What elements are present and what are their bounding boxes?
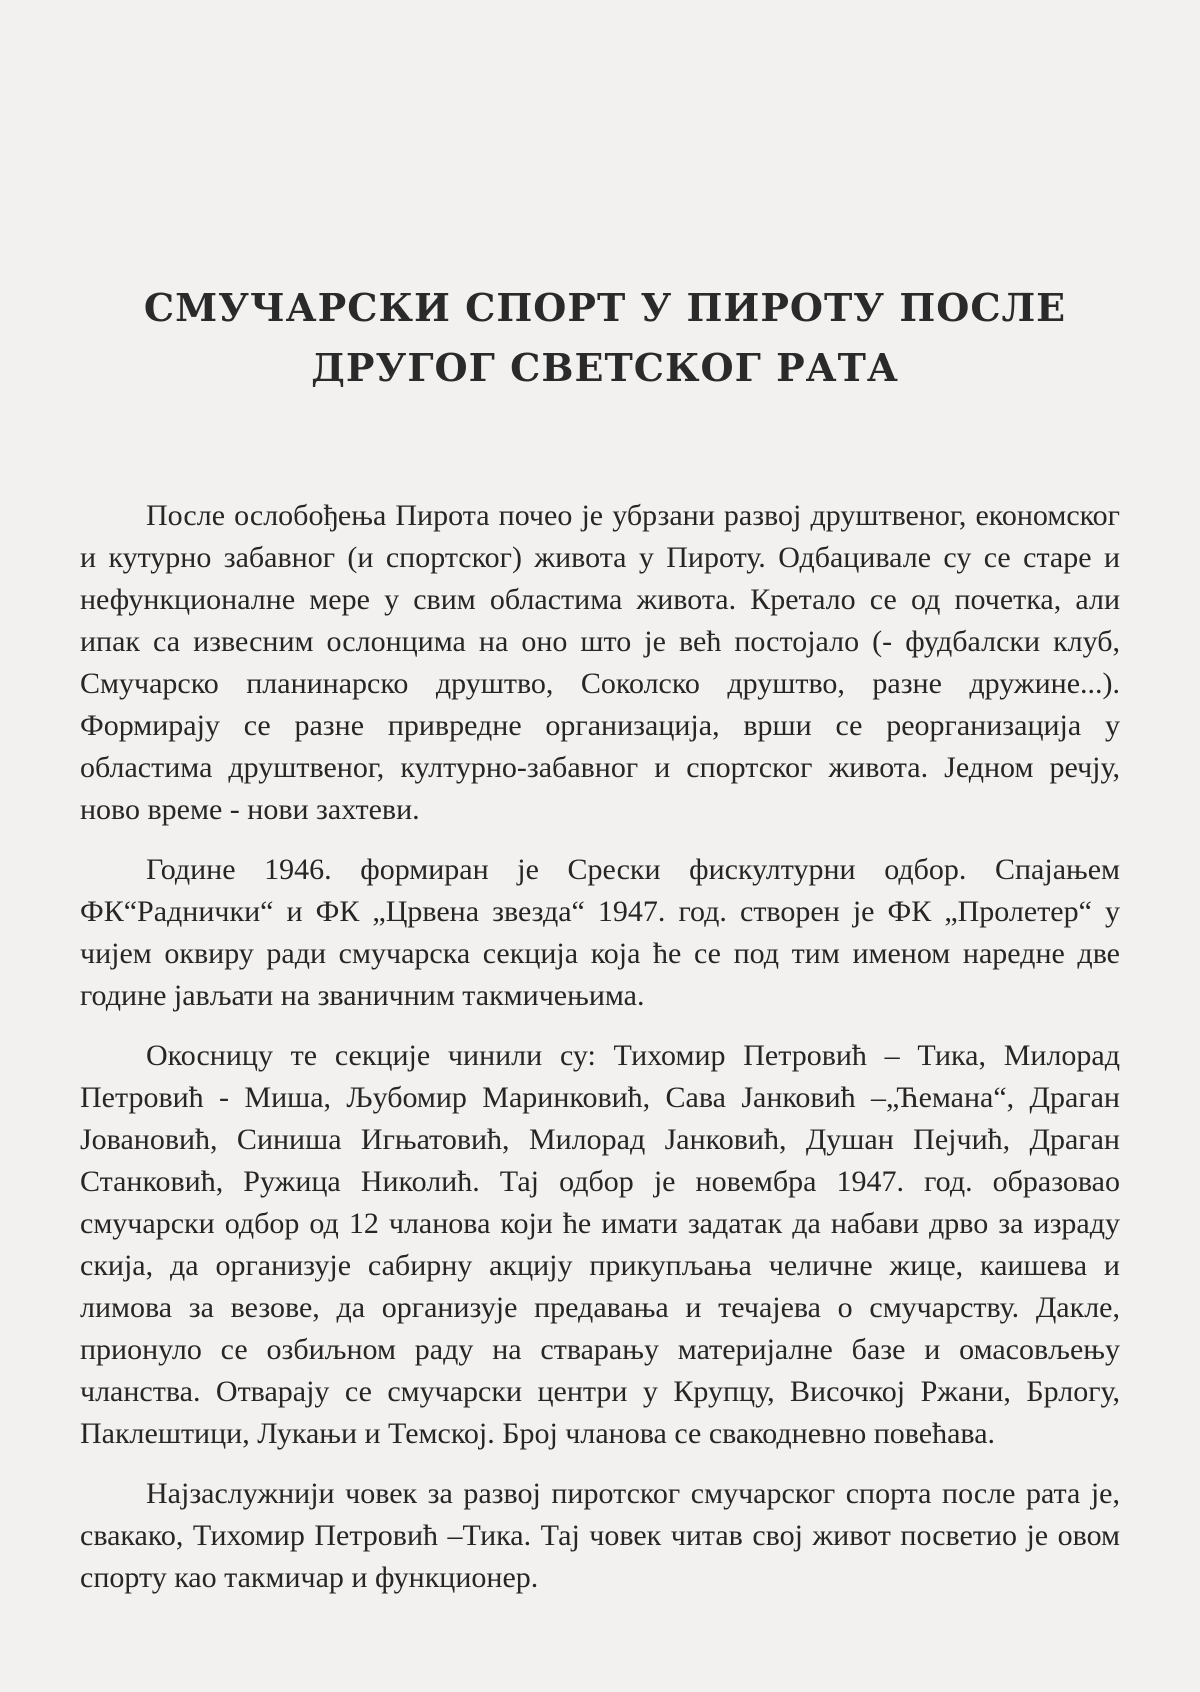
article-body (80, 495, 1120, 1599)
paragraph-2: Године 1946. формиран је Срески фискултурни одбор. Спајањем ФК“Раднички“ и ФК „Црвена звезда“ 1947. год. створен је ФК „Пролетер“ у чијем оквиру ради смучарска секција која ће се под тим именом наредне две године јављати на званичним такмичењима. (80, 853, 1120, 1012)
paragraph-3: Окосницу те секције чинили су: Тихомир Петровић – Тика, Милорад Петровић - Миша, Љубомир Маринковић, Сава Јанковић –„Ћемана“, Драган Јовановић, Синиша Игњатовић, Милорад Јанковић, Душан Пејчић, Драган Станковић, Ружица Николић. Тај одбор је новембра 1947. год. образовао смучарски одбор од 12 чланова који ће имати задатак да набави дрво за израду скија, да организује сабирну акцију прикупљања челичне жице, каишева и лимова за везове, да организује предавања и течајева о смучарству. Дакле, прионуло се озбиљном раду на стварању материјалне базе и омасовљењу чланства. Отварају се смучарски центри у Крупцу, Височкој Ржани, Брлогу, Паклештици, Лукањи и Темској. Број чланова се свакодневно повећава. (80, 1039, 1120, 1450)
title-line-2: ДРУГОГ СВЕТСКОГ РАТА (311, 345, 899, 390)
page-title (110, 278, 1100, 398)
paragraph-1: После ослобођења Пирота почео је убрзани развој друштвеног, економског и кутурно забавног (и спортског) живота у Пироту. Одбацивале су се старе и нефункционалне мере у свим областима живота. Кретало се од почетка, али ипак са извесним ослонцима на оно што је већ постојало (- фудбалски клуб, Смучарско планинарско друштво, Соколско друштво, разне дружине...). Формирају се разне привредне организација, врши се реорганизација у областима друштвеног, културно-забавног и спортског живота. Једном речју, ново време - нови захтеви. (80, 499, 1120, 826)
title-line-1: СМУЧАРСКИ СПОРТ У ПИРОТУ ПОСЛЕ (143, 285, 1067, 330)
paragraph-4: Најзаслужнији човек за развој пиротског смучарског спорта после рата је, свакако, Тихомир Петровић –Тика. Тај човек читав свој живот посветио је овом спорту као такмичар и функционер. (80, 1477, 1120, 1594)
